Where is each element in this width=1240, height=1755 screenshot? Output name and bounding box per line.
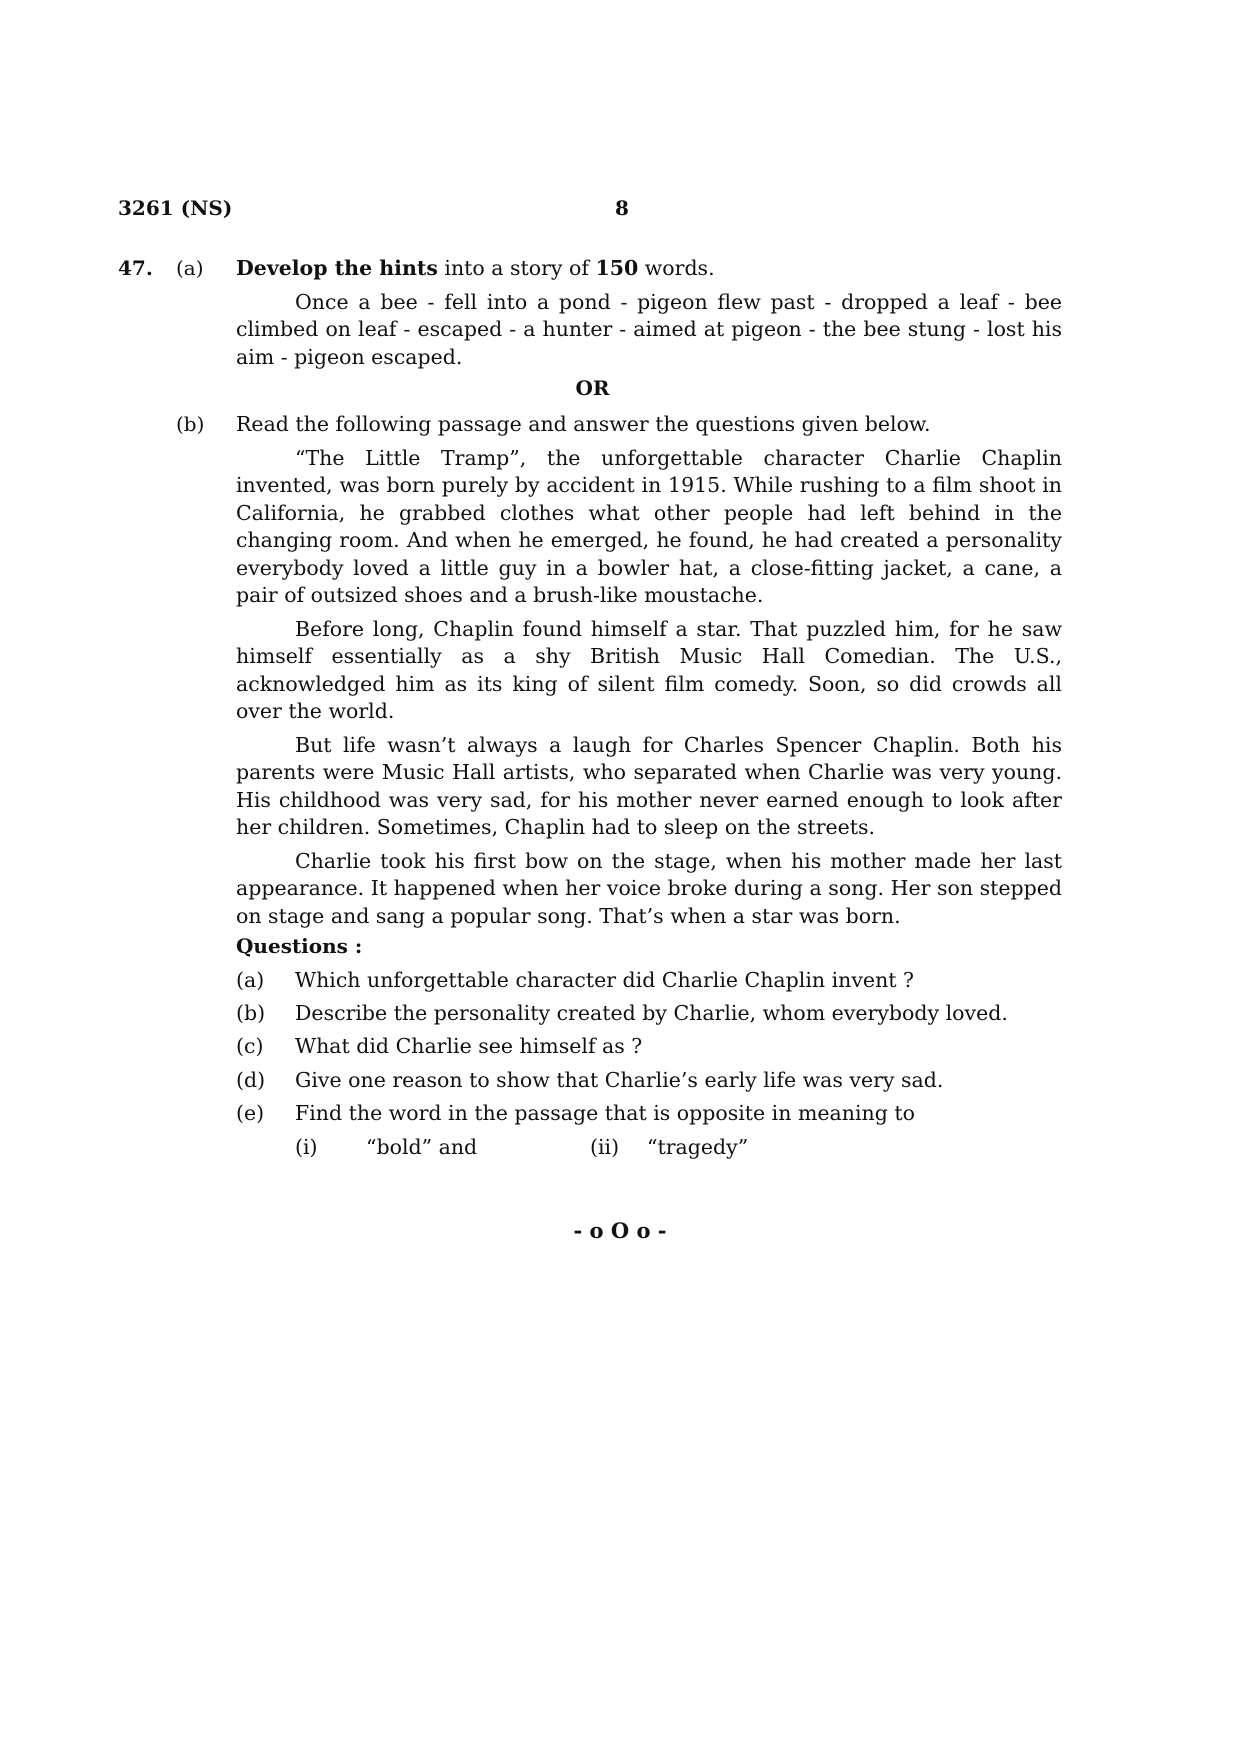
question-text: Give one reason to show that Charlie’s early life was very sad. xyxy=(295,1068,944,1092)
question-label: (c) xyxy=(236,1034,264,1058)
or-divider: OR xyxy=(575,376,610,400)
question-label: (b) xyxy=(236,1001,266,1025)
part-b-label: (b) xyxy=(176,412,205,436)
sub-item-label: (i) xyxy=(295,1135,318,1159)
part-a-block xyxy=(236,255,1062,377)
instruction-end: words. xyxy=(638,256,715,280)
questions-heading: Questions : xyxy=(236,934,363,958)
paper-code: 3261 (NS) xyxy=(118,196,233,220)
question-text: Find the word in the passage that is opposite in meaning to xyxy=(295,1101,915,1125)
passage-paragraph: Before long, Chaplin found himself a star. That puzzled him, for he saw himself essentially as a shy British Music Hall Comedian. The U.S., acknowledged him as its king of silent film comedy. Soon, so did crowds all over the world. xyxy=(236,616,1062,723)
passage-paragraph: “The Little Tramp”, the unforgettable character Charlie Chaplin invented, was born purely by accident in 1915. While rushing to a film shoot in California, he grabbed clothes what other people had left behind in the changing room. And when he emerged, he found, he had created a personality everybody loved a little guy in a bowler hat, a close-fitting jacket, a cane, a pair of outsized shoes and a brush-like moustache. xyxy=(236,445,1062,607)
word-count: 150 xyxy=(595,256,639,280)
end-of-paper-mark: - o O o - xyxy=(573,1218,667,1243)
passage-paragraph: Charlie took his first bow on the stage, when his mother made her last appearance. It happened when her voice broke during a song. Her son stepped on stage and sang a popular song. That’s when a star was born. xyxy=(236,848,1062,928)
question-text: What did Charlie see himself as ? xyxy=(295,1034,643,1058)
sub-item-text: “tragedy” xyxy=(647,1135,749,1159)
story-hints: Once a bee - fell into a pond - pigeon flew past - dropped a leaf - bee climbed on leaf - escaped - a hunter - aimed at pigeon - the bee stung - lost his aim - pigeon escaped. xyxy=(236,289,1062,369)
part-b-instruction: Read the following passage and answer the questions given below. xyxy=(236,412,931,436)
page-number: 8 xyxy=(615,196,629,220)
question-label: (d) xyxy=(236,1068,266,1092)
question-text: Describe the personality created by Charlie, whom everybody loved. xyxy=(295,1001,1008,1025)
passage-block xyxy=(236,411,1062,936)
part-a-instruction xyxy=(236,255,1062,283)
question-label: (e) xyxy=(236,1101,265,1125)
question-number: 47. xyxy=(118,256,153,280)
passage-paragraph: But life wasn’t always a laugh for Charles Spencer Chaplin. Both his parents were Music Hall artists, who separated when Charlie was very young. His childhood was very sad, for his mother never earned enough to look after her children. Sometimes, Chaplin had to sleep on the streets. xyxy=(236,732,1062,839)
sub-item-label: (ii) xyxy=(590,1135,620,1159)
instruction-bold: Develop the hints xyxy=(236,256,438,280)
part-a-label: (a) xyxy=(176,256,204,280)
question-label: (a) xyxy=(236,968,265,992)
instruction-mid: into a story of xyxy=(437,256,596,280)
sub-item-text: “bold” and xyxy=(366,1135,478,1159)
question-text: Which unforgettable character did Charlie Chaplin invent ? xyxy=(295,968,915,992)
